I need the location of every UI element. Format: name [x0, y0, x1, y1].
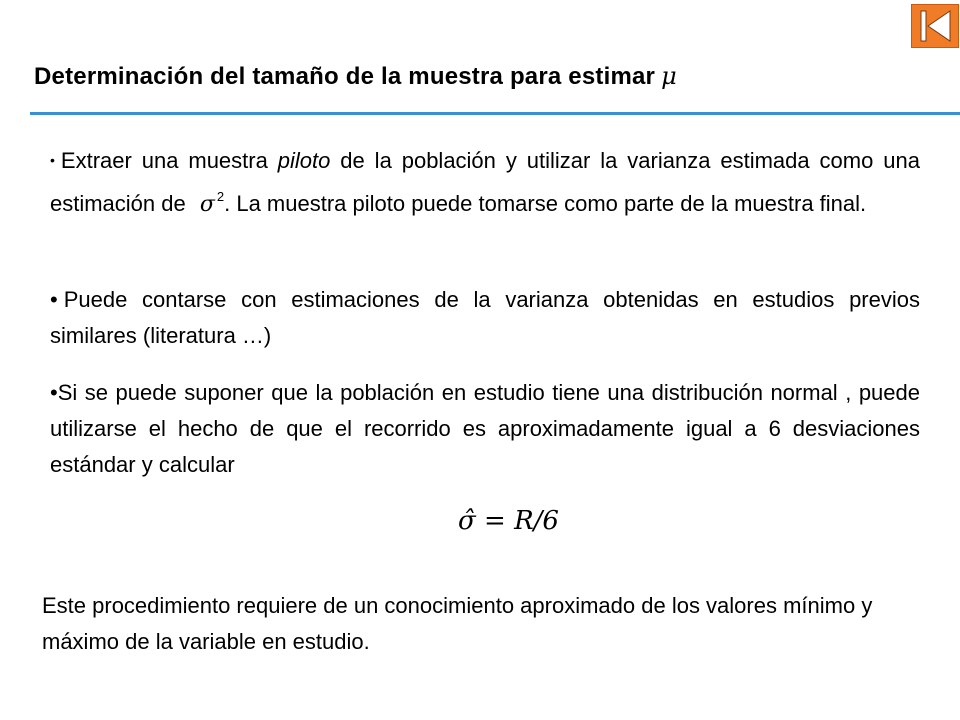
- exponent: 2: [216, 189, 225, 204]
- bullet-text: Si se puede suponer que la población en estudio tiene una distribución normal , puede utilizarse el hecho de que el recorrido es aproximadamente igual a 6 desviaciones estándar y calcular: [50, 380, 920, 477]
- formula-lhs: σ̂: [458, 506, 476, 536]
- formula-equals: =: [484, 506, 506, 536]
- bullet-previous-studies: [50, 282, 920, 354]
- title-text: Determinación del tamaño de la muestra para estimar: [34, 63, 656, 90]
- bullet-normal-range: [50, 375, 920, 483]
- skip-back-icon: [912, 5, 958, 47]
- bullet-text: Extraer una muestra: [60, 148, 278, 173]
- previous-slide-button[interactable]: [911, 4, 959, 48]
- bullet-text: de la población y utilizar la varianza estimada como una estimación de: [50, 148, 920, 216]
- bullet-marker: •: [50, 287, 58, 312]
- formula-rhs: R/6: [514, 506, 559, 536]
- mu-symbol: μ: [661, 62, 677, 90]
- bullet-pilot-sample: [50, 142, 920, 223]
- title-divider: [30, 112, 960, 115]
- sigma-symbol: σ: [199, 192, 215, 217]
- sigma-estimate-formula: [458, 506, 559, 536]
- bullet-marker: •: [50, 152, 55, 168]
- bullet-italic: piloto: [277, 148, 331, 173]
- bullet-text: . La muestra piloto puede tomarse como parte de la muestra final.: [224, 191, 867, 216]
- footer-note: Este procedimiento requiere de un conocimiento aproximado de los valores mínimo y máximo de la variable en estudio.: [42, 593, 873, 654]
- bullet-text: Puede contarse con estimaciones de la varianza obtenidas en estudios previos similares (literatura …): [50, 287, 920, 348]
- bullet-marker: •: [50, 380, 58, 405]
- page-title: [34, 62, 677, 91]
